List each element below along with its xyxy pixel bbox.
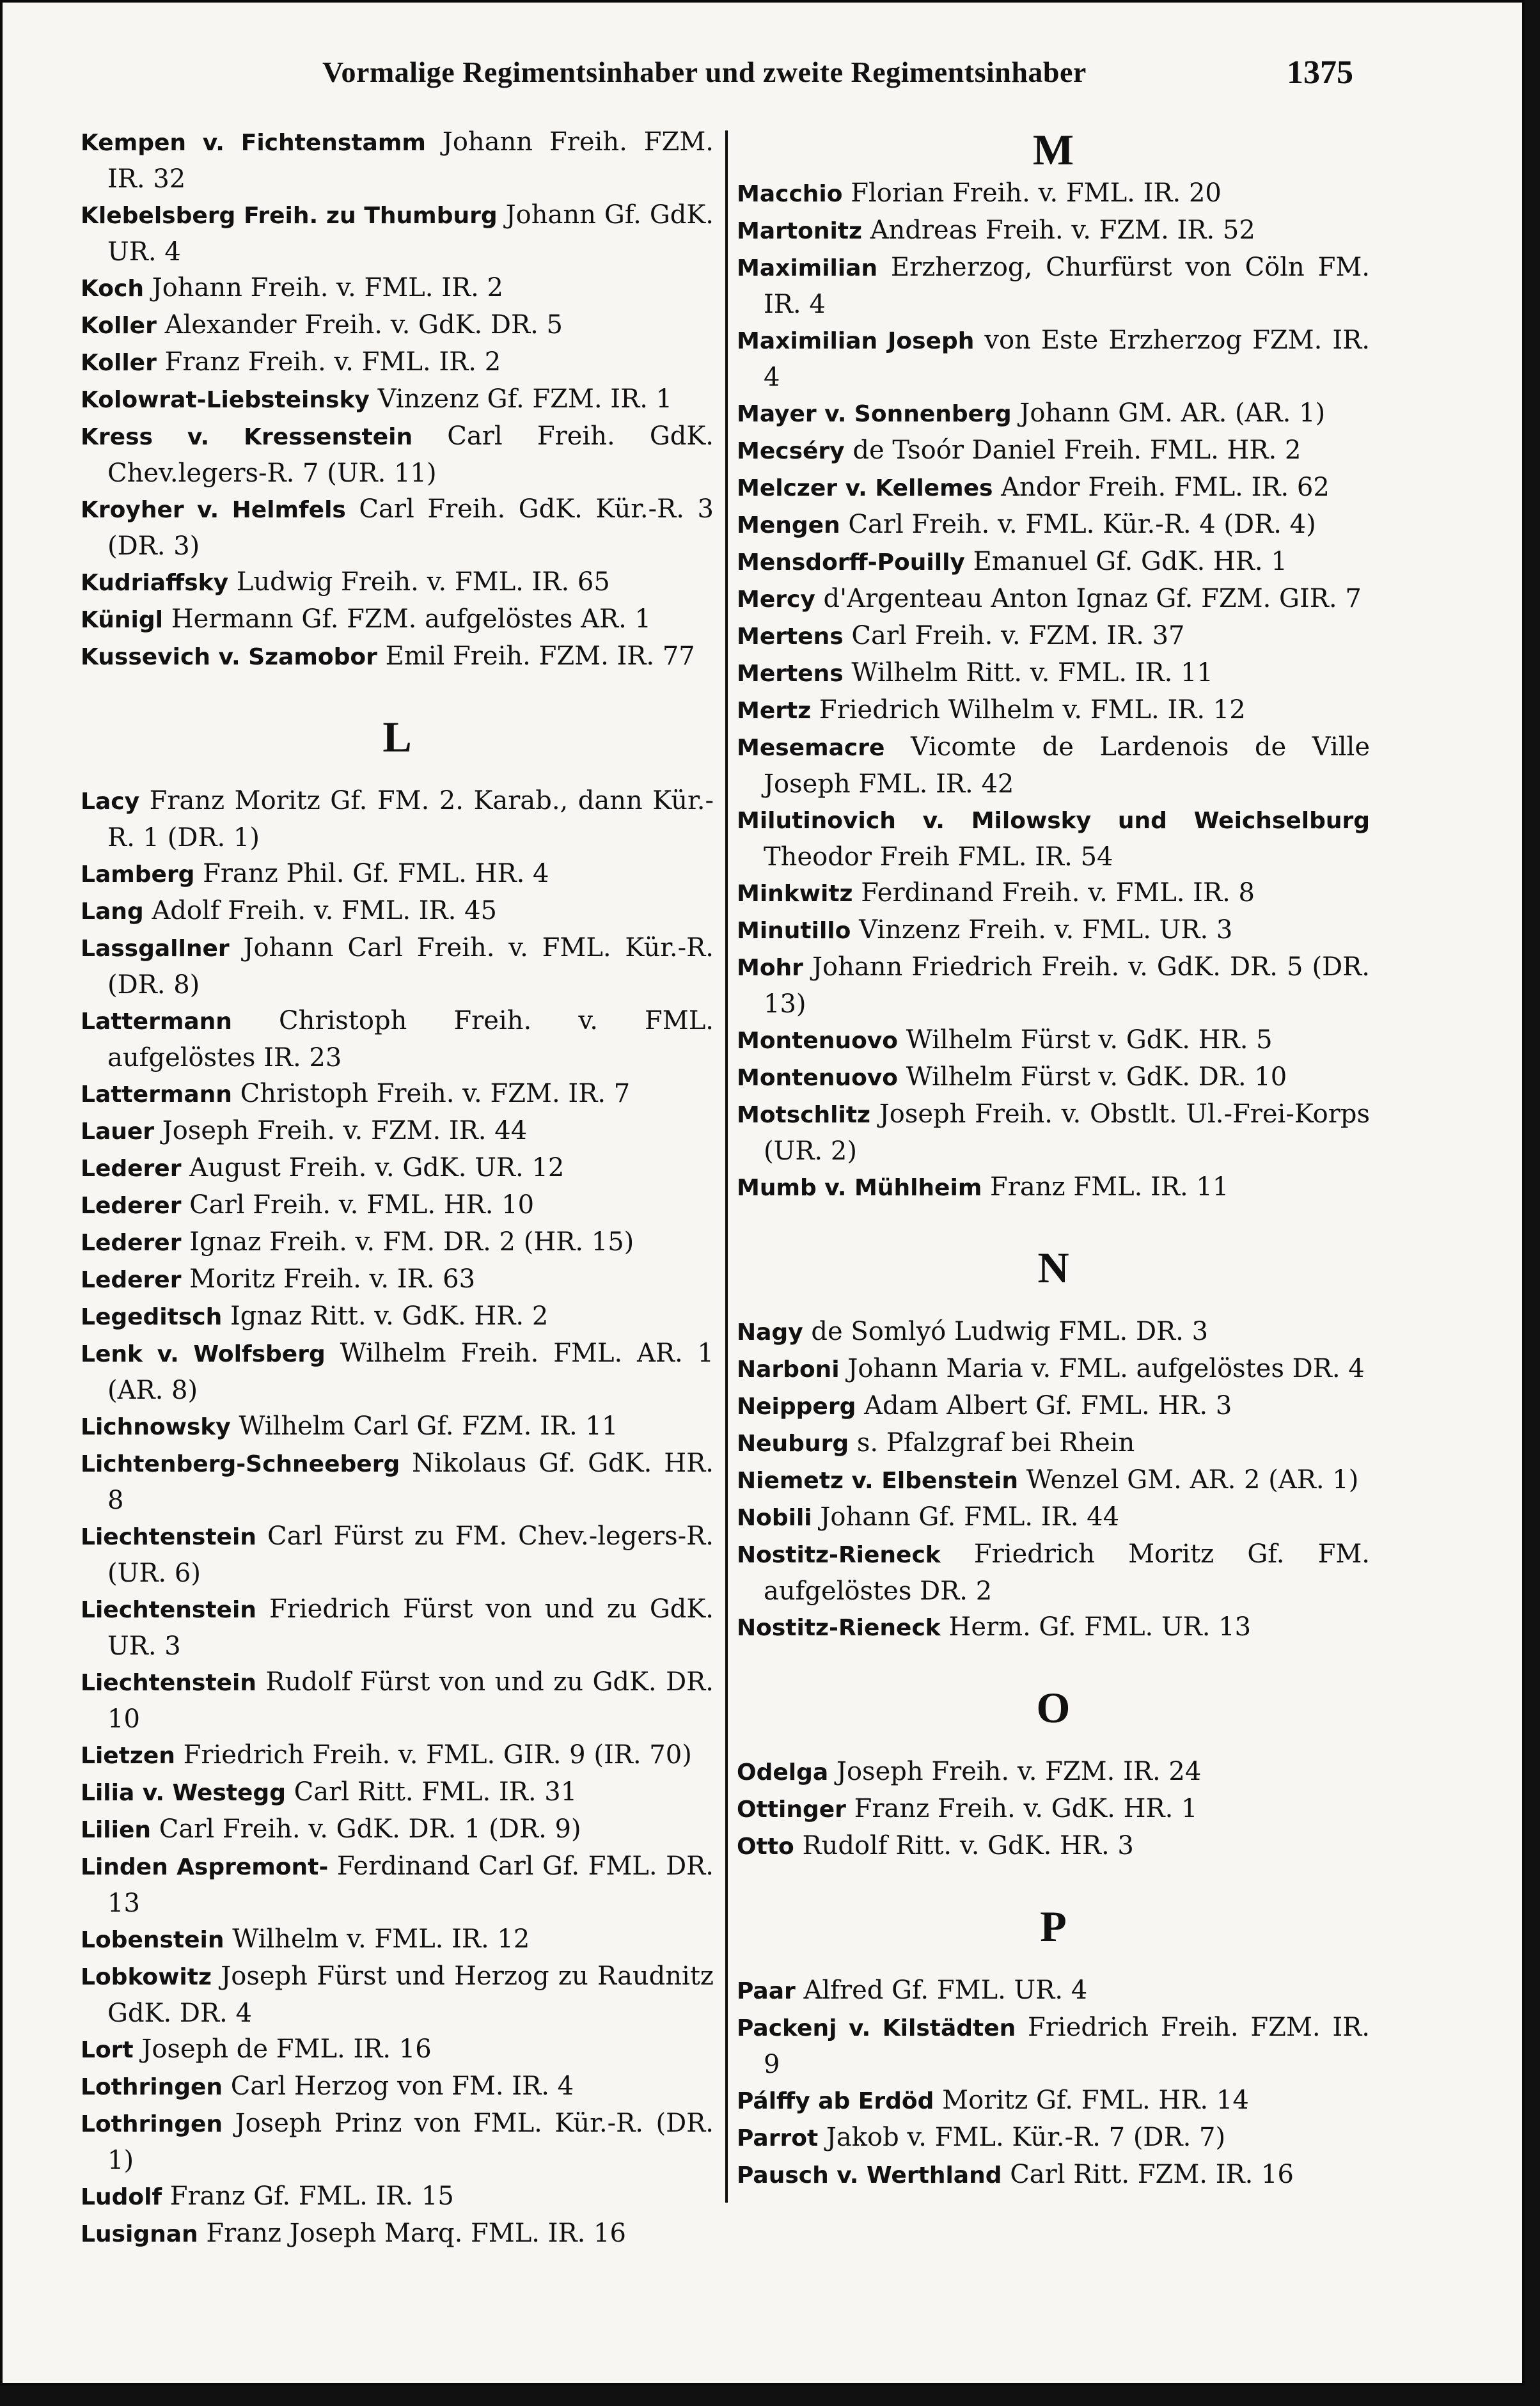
entry-name: Lamberg <box>81 861 195 888</box>
entry-name: Maximilian <box>737 255 878 281</box>
entry-text: Alfred Gf. FML. UR. 4 <box>795 1976 1088 2005</box>
list-item <box>737 1425 1370 1462</box>
column-divider <box>725 130 728 2203</box>
section-letter-p: P <box>1040 1902 1067 1951</box>
entry-name: Milutinovich v. Milowsky und Weichselburg <box>737 808 1370 834</box>
entry-text: von Este Erzherzog FZM. IR. 4 <box>764 326 1370 392</box>
list-item <box>81 1811 714 1848</box>
entry-text: Johann Freih. v. FML. IR. 2 <box>143 273 503 303</box>
entry-text: Franz Freih. v. GdK. HR. 1 <box>845 1794 1198 1823</box>
entry-text: Joseph Fürst und Herzog zu Raudnitz GdK. DR. 4 <box>107 1962 714 2028</box>
entry-name: Lobkowitz <box>81 1964 212 1990</box>
entry-name: Lort <box>81 2037 134 2063</box>
list-item <box>81 1113 714 1150</box>
entry-text: de Tsoór Daniel Freih. FML. HR. 2 <box>844 436 1301 465</box>
entry-name: Lietzen <box>81 1743 175 1769</box>
entry-text: Franz Phil. Gf. FML. HR. 4 <box>194 859 549 888</box>
entry-text: Alexander Freih. v. GdK. DR. 5 <box>156 310 563 340</box>
list-item <box>81 1518 714 1591</box>
entry-text: Erzherzog, Churfürst von Cöln FM. IR. 4 <box>764 253 1370 319</box>
entry-name: Otto <box>737 1834 794 1860</box>
entry-name: Motschlitz <box>737 1102 871 1128</box>
list-item <box>737 1314 1370 1351</box>
entry-name: Lederer <box>81 1230 182 1256</box>
entry-name: Mertz <box>737 698 812 724</box>
list-item <box>81 344 714 381</box>
list-item <box>737 1536 1370 1609</box>
entry-text: Andreas Freih. v. FZM. IR. 52 <box>861 216 1255 245</box>
entry-text: Carl Freih. v. FML. Kür.-R. 4 (DR. 4) <box>840 510 1316 539</box>
list-item <box>81 638 714 675</box>
entry-name: Lenk v. Wolfsberg <box>81 1341 326 1367</box>
entry-text: Herm. Gf. FML. UR. 13 <box>940 1612 1252 1642</box>
entry-text: Carl Freih. v. FML. HR. 10 <box>181 1190 535 1220</box>
entry-name: Liechtenstein <box>81 1597 256 1623</box>
entry-text: Joseph Freih. v. Obstlt. Ul.-Frei-Korps (UR. 2) <box>764 1099 1370 1166</box>
entry-name: Pausch v. Werthland <box>737 2162 1002 2189</box>
list-item <box>737 1022 1370 1059</box>
entry-text: Franz Moritz Gf. FM. 2. Karab., dann Kür.-R. 1 (DR. 1) <box>107 786 714 853</box>
entry-name: Parrot <box>737 2125 819 2151</box>
entry-name: Lang <box>81 899 144 925</box>
entry-text: Friedrich Fürst von und zu GdK. UR. 3 <box>107 1594 714 1661</box>
list-item <box>737 949 1370 1022</box>
entry-name: Klebelsberg Freih. zu Thumburg <box>81 203 498 229</box>
entry-text: Rudolf Ritt. v. GdK. HR. 3 <box>794 1831 1134 1860</box>
entry-name: Koch <box>81 276 144 302</box>
entry-name: Kolowrat-Liebsteinsky <box>81 387 370 413</box>
list-item <box>81 1261 714 1298</box>
entry-name: Mertens <box>737 661 844 687</box>
list-item <box>81 2178 714 2215</box>
entry-name: Minkwitz <box>737 881 853 907</box>
entry-text: Florian Freih. v. FML. IR. 20 <box>842 178 1222 208</box>
entry-name: Linden Aspremont- <box>81 1854 329 1880</box>
entry-text: Joseph Prinz von FML. Kür.-R. (DR. 1) <box>107 2109 714 2175</box>
entry-name: Mumb v. Mühlheim <box>737 1175 982 1201</box>
entry-name: Mengen <box>737 512 840 539</box>
entry-name: Mesemacre <box>737 735 885 761</box>
list-item <box>737 802 1370 875</box>
entry-name: Nobili <box>737 1505 812 1531</box>
entry-text: Franz FML. IR. 11 <box>982 1172 1229 1202</box>
entry-text: Ludwig Freih. v. FML. IR. 65 <box>228 567 610 597</box>
list-item <box>81 1187 714 1224</box>
list-item <box>81 564 714 601</box>
entry-text: Joseph de FML. IR. 16 <box>133 2034 432 2064</box>
list-item <box>737 395 1370 432</box>
entry-name: Mecséry <box>737 438 845 464</box>
entry-text: Hermann Gf. FZM. aufgelöstes AR. 1 <box>162 604 652 634</box>
entry-name: Montenuovo <box>737 1065 898 1091</box>
entry-text: Wilhelm Fürst v. GdK. HR. 5 <box>898 1025 1273 1055</box>
entry-name: Lattermann <box>81 1081 232 1108</box>
list-item <box>737 544 1370 581</box>
entry-name: Lichtenberg-Schneeberg <box>81 1451 400 1477</box>
entry-name: Maximilian Joseph <box>737 328 975 354</box>
entry-name: Legeditsch <box>81 1304 223 1330</box>
page-number: 1375 <box>1287 54 1353 91</box>
entry-text: Carl Freih. v. FZM. IR. 37 <box>843 621 1185 650</box>
entry-text: de Somlyó Ludwig FML. DR. 3 <box>803 1317 1209 1346</box>
entry-text: Emil Freih. FZM. IR. 77 <box>377 641 695 671</box>
entry-text: Friedrich Moritz Gf. FM. aufgelöstes DR. 2 <box>764 1539 1370 1606</box>
entry-text: Wilhelm Freih. FML. AR. 1 (AR. 8) <box>107 1339 714 1405</box>
entry-name: Kussevich v. Szamobor <box>81 644 377 670</box>
entry-name: Kempen v. Fichtenstamm <box>81 130 426 156</box>
entry-name: Lassgallner <box>81 936 230 962</box>
entry-text: Franz Freih. v. FML. IR. 2 <box>156 347 501 377</box>
list-item <box>81 856 714 893</box>
entry-text: Moritz Gf. FML. HR. 14 <box>934 2086 1249 2115</box>
entry-text: Emanuel Gf. GdK. HR. 1 <box>964 547 1287 576</box>
list-item <box>81 1445 714 1518</box>
entry-text: Carl Freih. v. GdK. DR. 1 (DR. 9) <box>151 1814 581 1844</box>
entry-text: Rudolf Fürst von und zu GdK. DR. 10 <box>107 1667 714 1734</box>
list-item <box>737 507 1370 544</box>
list-item <box>737 1972 1370 2009</box>
list-item <box>81 1298 714 1335</box>
section-letter-l: L <box>382 712 412 761</box>
entry-name: Lilien <box>81 1817 152 1843</box>
list-item <box>737 2157 1370 2194</box>
entry-text: Joseph Freih. v. FZM. IR. 24 <box>828 1757 1202 1786</box>
list-item <box>81 1408 714 1445</box>
entry-text: Johann Maria v. FML. aufgelöstes DR. 4 <box>839 1354 1365 1383</box>
list-item <box>81 2105 714 2178</box>
list-item <box>81 1591 714 1664</box>
left-column <box>81 124 714 2253</box>
entry-name: Mercy <box>737 586 815 613</box>
entry-text: Adolf Freih. v. FML. IR. 45 <box>143 896 498 925</box>
entry-name: Liechtenstein <box>81 1670 256 1696</box>
entry-name: Lothringen <box>81 2074 223 2100</box>
list-item <box>81 1921 714 1958</box>
entry-name: Niemetz v. Elbenstein <box>737 1468 1019 1494</box>
entry-name: Kroyher v. Helmfels <box>81 497 346 523</box>
entry-name: Martonitz <box>737 218 862 244</box>
entry-text: Christoph Freih. v. FZM. IR. 7 <box>232 1079 631 1108</box>
entry-text: Nikolaus Gf. GdK. HR. 8 <box>107 1449 714 1515</box>
list-item <box>737 875 1370 912</box>
list-item <box>737 692 1370 729</box>
entry-text: Carl Fürst zu FM. Chev.-legers-R. (UR. 6) <box>107 1521 714 1588</box>
entry-name: Melczer v. Kellemes <box>737 475 993 501</box>
list-item <box>81 1958 714 2031</box>
entry-text: Wilhelm Carl Gf. FZM. IR. 11 <box>230 1411 618 1441</box>
entry-text: Johann Carl Freih. v. FML. Kür.-R. (DR. 8) <box>107 933 714 1000</box>
entry-name: Nostitz-Rieneck <box>737 1542 941 1568</box>
entry-name: Lacy <box>81 789 140 815</box>
entry-text: Friedrich Wilhelm v. FML. IR. 12 <box>811 695 1246 725</box>
entry-text: Johann GM. AR. (AR. 1) <box>1011 398 1326 428</box>
list-item <box>81 124 714 197</box>
entry-name: Macchio <box>737 181 843 207</box>
list-item <box>81 1737 714 1774</box>
list-item <box>737 618 1370 655</box>
list-item <box>737 1169 1370 1206</box>
entry-text: Christoph Freih. v. FML. aufgelöstes IR. 23 <box>107 1006 714 1073</box>
list-item <box>81 783 714 856</box>
entry-name: Lilia v. Westegg <box>81 1780 286 1806</box>
list-item <box>81 1003 714 1076</box>
entry-name: Lothringen <box>81 2111 223 2137</box>
entry-text: Carl Herzog von FM. IR. 4 <box>223 2072 574 2101</box>
entry-text: s. Pfalzgraf bei Rhein <box>849 1428 1135 1458</box>
entry-name: Odelga <box>737 1759 829 1786</box>
entry-text: Wilhelm Ritt. v. FML. IR. 11 <box>843 658 1213 688</box>
list-item <box>81 930 714 1003</box>
entry-name: Lusignan <box>81 2221 198 2247</box>
list-item <box>737 2119 1370 2157</box>
entry-text: Franz Gf. FML. IR. 15 <box>162 2182 454 2211</box>
list-item <box>737 655 1370 692</box>
entry-name: Nostitz-Rieneck <box>737 1615 941 1641</box>
entry-name: Liechtenstein <box>81 1524 256 1550</box>
list-item <box>737 581 1370 618</box>
list-item <box>737 912 1370 949</box>
entry-text: Vicomte de Lardenois de Ville Joseph FML. IR. 42 <box>764 732 1370 799</box>
list-item <box>81 1150 714 1187</box>
entry-name: Nagy <box>737 1319 803 1346</box>
entry-text: Joseph Freih. v. FZM. IR. 44 <box>154 1116 528 1145</box>
entry-text: Ferdinand Carl Gf. FML. DR. 13 <box>107 1852 714 1918</box>
list-item <box>81 197 714 270</box>
entry-text: Johann Freih. FZM. IR. 32 <box>107 127 714 194</box>
entry-text: Carl Ritt. FML. IR. 31 <box>285 1777 578 1807</box>
entry-name: Künigl <box>81 607 163 633</box>
entry-text: Wilhelm Fürst v. GdK. DR. 10 <box>898 1062 1287 1092</box>
entry-name: Mensdorff-Pouilly <box>737 549 965 576</box>
entry-text: August Freih. v. GdK. UR. 12 <box>181 1153 565 1183</box>
entry-name: Lederer <box>81 1156 182 1182</box>
entry-name: Minutillo <box>737 918 851 944</box>
list-item <box>81 2215 714 2253</box>
entry-text: Johann Friedrich Freih. v. GdK. DR. 5 (DR. 13) <box>764 952 1370 1019</box>
entry-name: Mertens <box>737 624 844 650</box>
section-letter-o: O <box>1036 1683 1071 1732</box>
list-item <box>737 1828 1370 1865</box>
entry-name: Ottinger <box>737 1797 846 1823</box>
list-item <box>737 322 1370 395</box>
list-item <box>81 1224 714 1261</box>
entry-name: Lederer <box>81 1267 182 1293</box>
list-item <box>81 381 714 418</box>
entry-name: Ludolf <box>81 2184 162 2210</box>
entry-text: Carl Freih. GdK. Kür.-R. 3 (DR. 3) <box>107 494 714 561</box>
entry-text: Andor Freih. FML. IR. 62 <box>993 473 1330 502</box>
entry-name: Lattermann <box>81 1009 232 1035</box>
entry-text: Vinzenz Freih. v. FML. UR. 3 <box>851 915 1233 945</box>
section-letter-m: M <box>1032 125 1074 174</box>
list-item <box>81 307 714 344</box>
list-item <box>81 418 714 491</box>
list-item <box>81 893 714 930</box>
entry-text: Friedrich Freih. v. FML. GIR. 9 (IR. 70) <box>175 1740 692 1770</box>
list-item <box>737 175 1370 212</box>
entry-text: Friedrich Freih. FZM. IR. 9 <box>764 2013 1370 2079</box>
list-item <box>81 1335 714 1408</box>
list-item <box>737 1609 1370 1646</box>
entry-name: Kress v. Kressenstein <box>81 424 413 450</box>
entry-text: Johann Gf. GdK. UR. 4 <box>107 200 714 267</box>
list-item <box>737 469 1370 507</box>
running-header-title: Vormalige Regimentsinhaber und zweite Regimentsinhaber <box>322 56 1087 88</box>
entry-name: Lobenstein <box>81 1927 224 1953</box>
entry-name: Packenj v. Kilstädten <box>737 2015 1016 2041</box>
list-item <box>81 270 714 307</box>
list-item <box>737 1388 1370 1425</box>
list-item <box>81 1848 714 1921</box>
entry-text: Ignaz Freih. v. FM. DR. 2 (HR. 15) <box>181 1227 634 1257</box>
list-item <box>81 2031 714 2068</box>
entry-name: Narboni <box>737 1356 840 1383</box>
list-item <box>737 729 1370 802</box>
list-item <box>737 1351 1370 1388</box>
entry-text: Wilhelm v. FML. IR. 12 <box>224 1924 530 1954</box>
list-item <box>737 1462 1370 1499</box>
entry-text: Carl Freih. GdK. Chev.legers-R. 7 (UR. 11) <box>107 421 714 488</box>
list-item <box>737 1499 1370 1536</box>
list-item <box>81 1076 714 1113</box>
list-item <box>81 1774 714 1811</box>
entry-name: Lauer <box>81 1119 155 1145</box>
entry-text: Jakob v. FML. Kür.-R. 7 (DR. 7) <box>818 2123 1226 2152</box>
list-item <box>81 1664 714 1737</box>
entry-name: Paar <box>737 1978 796 2004</box>
entry-text: Franz Joseph Marq. FML. IR. 16 <box>198 2219 626 2248</box>
entry-text: Adam Albert Gf. FML. HR. 3 <box>856 1391 1232 1420</box>
list-item <box>737 432 1370 469</box>
entry-text: Ferdinand Freih. v. FML. IR. 8 <box>852 878 1255 908</box>
list-item <box>81 601 714 638</box>
entry-text: Theodor Freih FML. IR. 54 <box>764 842 1113 872</box>
entry-text: Carl Ritt. FZM. IR. 16 <box>1002 2160 1294 2189</box>
entry-text: Wenzel GM. AR. 2 (AR. 1) <box>1018 1465 1359 1495</box>
entry-name: Pálffy ab Erdöd <box>737 2088 934 2114</box>
entry-name: Montenuovo <box>737 1028 898 1054</box>
entry-name: Koller <box>81 350 157 376</box>
entry-text: Johann Gf. FML. IR. 44 <box>812 1502 1120 1532</box>
list-item <box>737 1754 1370 1791</box>
list-item <box>81 491 714 564</box>
entry-name: Neuburg <box>737 1431 849 1457</box>
entry-name: Mayer v. Sonnenberg <box>737 401 1012 427</box>
entry-text: Ignaz Ritt. v. GdK. HR. 2 <box>222 1301 549 1331</box>
list-item <box>737 249 1370 322</box>
entry-name: Lederer <box>81 1193 182 1219</box>
entry-text: d'Argenteau Anton Ignaz Gf. FZM. GIR. 7 <box>815 584 1362 613</box>
list-item <box>737 1096 1370 1169</box>
list-item <box>81 2068 714 2105</box>
list-item <box>737 2082 1370 2119</box>
list-item <box>737 1791 1370 1828</box>
list-item <box>737 1059 1370 1096</box>
entry-name: Lichnowsky <box>81 1414 231 1440</box>
list-item <box>737 2009 1370 2082</box>
entry-name: Kudriaffsky <box>81 570 229 596</box>
entry-name: Mohr <box>737 955 803 981</box>
entry-name: Koller <box>81 313 157 339</box>
entry-text: Moritz Freih. v. IR. 63 <box>181 1264 476 1294</box>
right-column <box>737 124 1370 2194</box>
entry-text: Vinzenz Gf. FZM. IR. 1 <box>369 384 673 414</box>
section-letter-n: N <box>1037 1243 1069 1292</box>
list-item <box>737 212 1370 249</box>
entry-name: Neipperg <box>737 1394 856 1420</box>
